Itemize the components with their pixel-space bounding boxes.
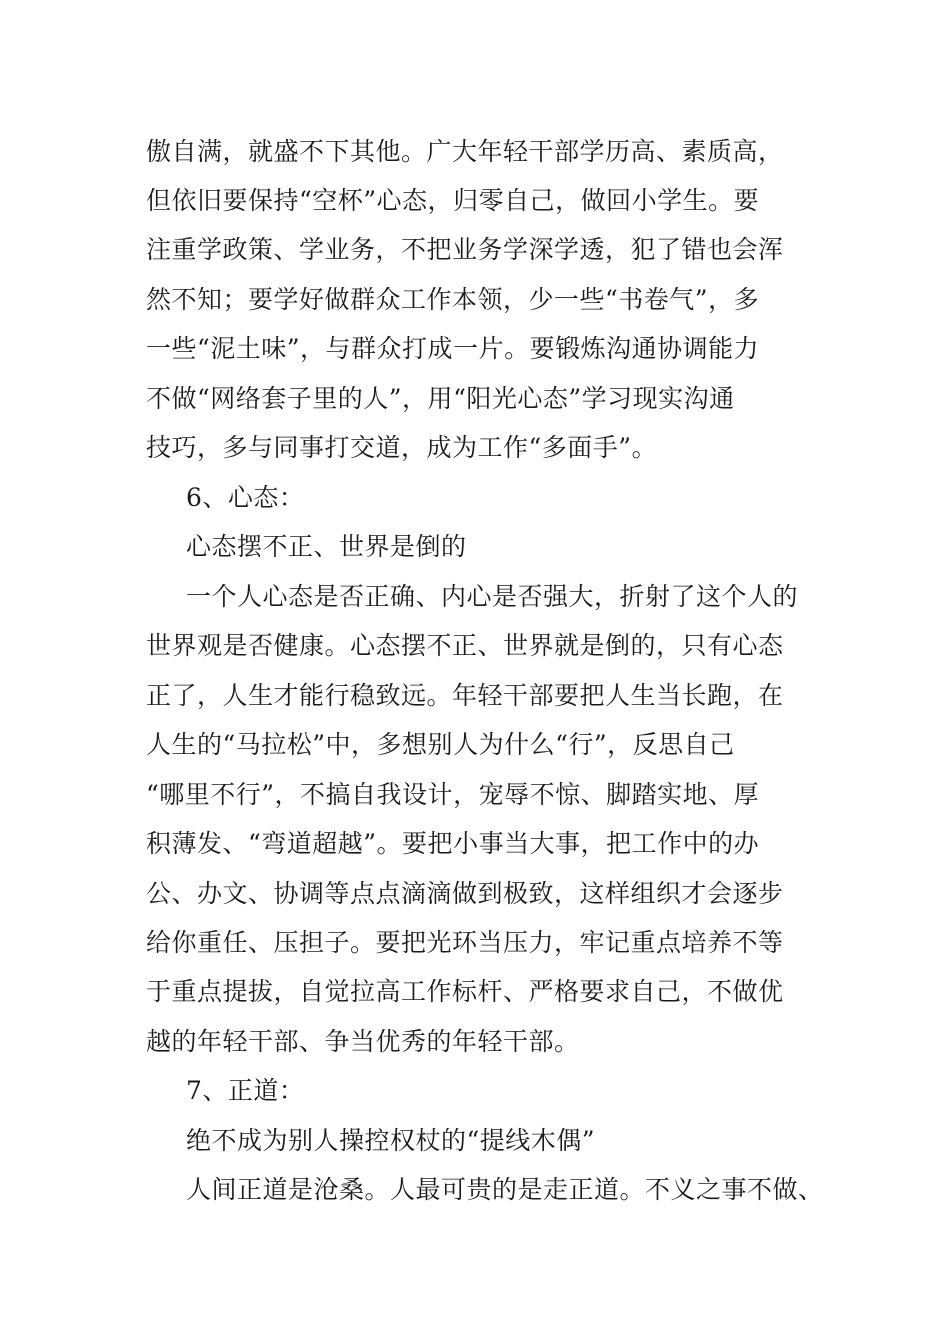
text-line: 公、办文、协调等点点滴滴做到极致，这样组织才会逐步 [146, 879, 784, 908]
section-heading-6: 6、心态： [186, 483, 305, 512]
section-subtitle-7: 绝不成为别人操控权杖的“提线木偶” [186, 1126, 596, 1155]
text-line: 傲自满，就盛不下其他。广大年轻干部学历高、素质高， [146, 137, 784, 166]
text-line: 注重学政策、学业务，不把业务学深学透，犯了错也会浑 [146, 235, 784, 264]
text-line: “哪里不行”，不搞自我设计，宠辱不惊、脚踏实地、厚 [146, 780, 760, 809]
text-line: 人生的“马拉松”中，多想别人为什么“行”，反思自己 [146, 730, 735, 759]
text-line: 不做“网络套子里的人”，用“阳光心态”学习现实沟通 [146, 384, 735, 413]
text-line: 一些“泥土味”，与群众打成一片。要锻炼沟通协调能力 [146, 334, 760, 363]
text-line: 技巧，多与同事打交道，成为工作“多面手”。 [146, 433, 658, 462]
text-line: 积薄发、“弯道超越”。要把小事当大事，把工作中的办 [146, 829, 760, 858]
text-line: 给你重任、压担子。要把光环当压力，牢记重点培养不等 [146, 928, 784, 957]
text-line: 正了，人生才能行稳致远。年轻干部要把人生当长跑，在 [146, 681, 784, 710]
text-line: 越的年轻干部、争当优秀的年轻干部。 [146, 1027, 580, 1056]
text-line: 世界观是否健康。心态摆不正、世界就是倒的，只有心态 [146, 631, 784, 660]
section-subtitle-6: 心态摆不正、世界是倒的 [186, 532, 467, 561]
text-line: 于重点提拔，自觉拉高工作标杆、严格要求自己，不做优 [146, 977, 784, 1006]
text-line: 然不知；要学好做群众工作本领，少一些“书卷气”，多 [146, 285, 760, 314]
section-heading-7: 7、正道： [186, 1076, 305, 1105]
text-line: 人间正道是沧桑。人最可贵的是走正道。不义之事不做、 [186, 1175, 824, 1204]
text-line: 但依旧要保持“空杯”心态，归零自己，做回小学生。要 [146, 186, 760, 215]
text-line: 一个人心态是否正确、内心是否强大，折射了这个人的 [186, 582, 799, 611]
